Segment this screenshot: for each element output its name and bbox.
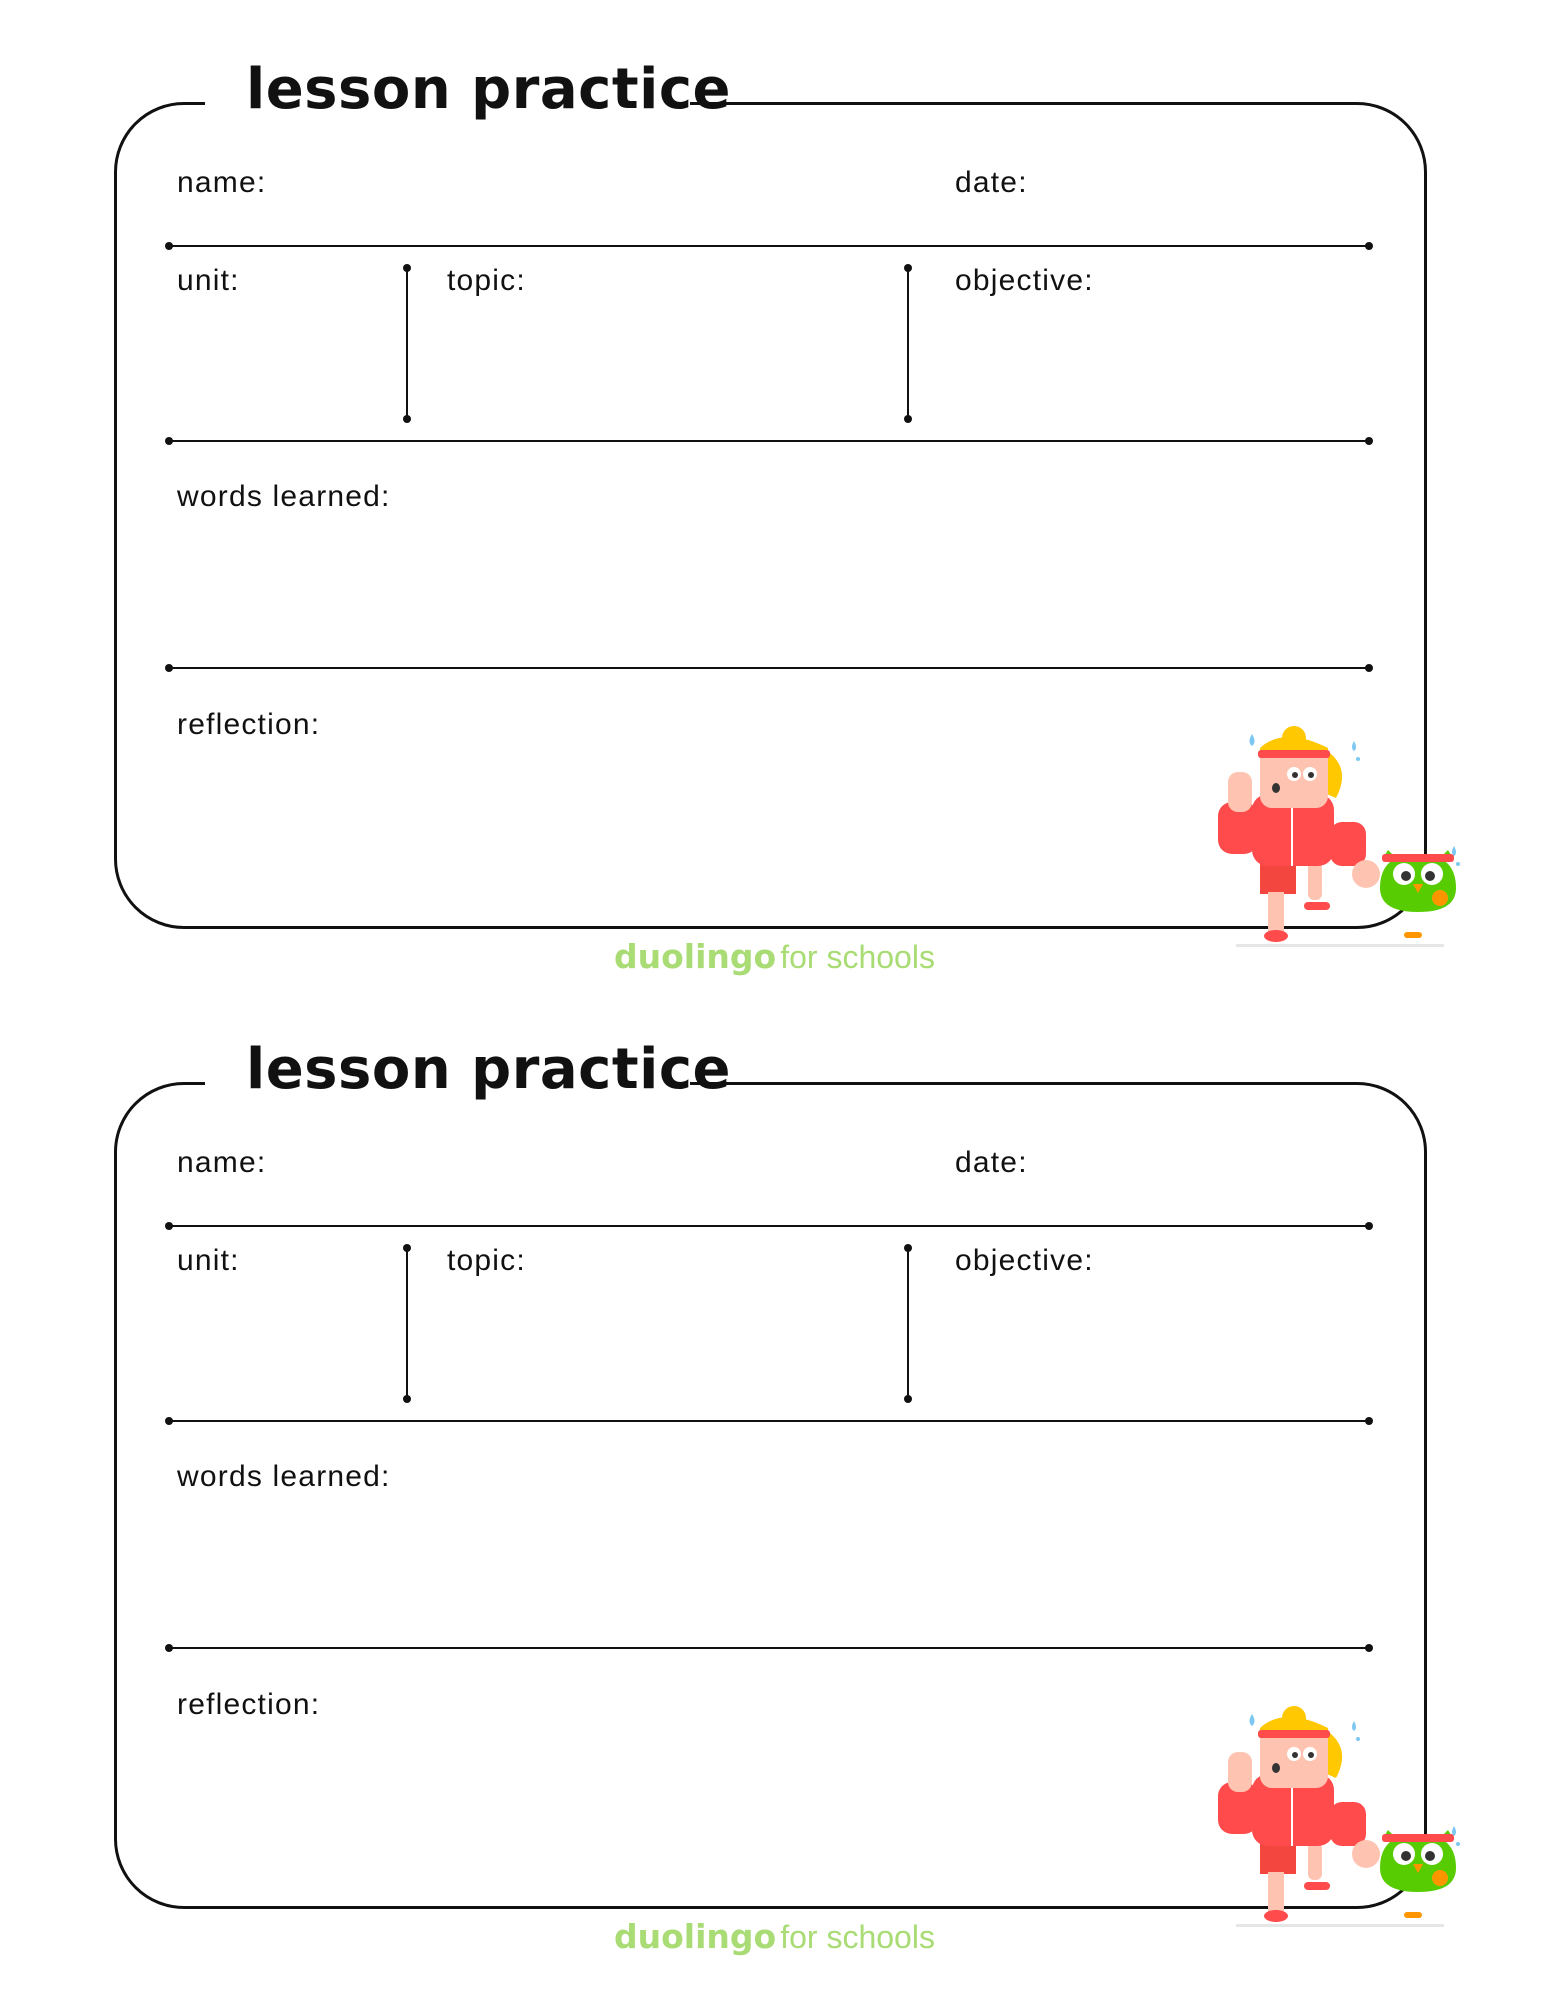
worksheet-title: lesson practice <box>246 57 732 122</box>
name-label: name: <box>177 1146 267 1179</box>
divider-line <box>168 1225 1370 1227</box>
ground-line <box>1236 1924 1444 1927</box>
brand-tagline: for schools <box>780 1919 935 1955</box>
duo-owl-icon <box>1380 846 1460 938</box>
objective-label: objective: <box>955 264 1094 297</box>
column-divider <box>907 267 909 420</box>
brand-logo: duolingo <box>614 1917 777 1956</box>
column-divider <box>907 1247 909 1400</box>
date-label: date: <box>955 1146 1028 1179</box>
duo-owl-icon <box>1380 1826 1460 1918</box>
footer-brand <box>614 937 935 976</box>
divider-line <box>168 667 1370 669</box>
name-label: name: <box>177 166 267 199</box>
topic-label: topic: <box>447 1244 526 1277</box>
column-divider <box>406 1247 408 1400</box>
worksheet-card <box>0 0 1545 980</box>
objective-label: objective: <box>955 1244 1094 1277</box>
footer-brand <box>614 1917 935 1956</box>
reflection-label: reflection: <box>177 708 321 741</box>
divider-line <box>168 440 1370 442</box>
divider-line <box>168 245 1370 247</box>
runner-character-icon <box>1218 1706 1380 1922</box>
date-label: date: <box>955 166 1028 199</box>
reflection-label: reflection: <box>177 1688 321 1721</box>
ground-line <box>1236 944 1444 947</box>
unit-label: unit: <box>177 1244 240 1277</box>
runner-character-icon <box>1218 726 1380 942</box>
column-divider <box>406 267 408 420</box>
divider-line <box>168 1647 1370 1649</box>
unit-label: unit: <box>177 264 240 297</box>
brand-tagline: for schools <box>780 939 935 975</box>
mascot-illustration <box>1218 1706 1478 1946</box>
divider-line <box>168 1420 1370 1422</box>
topic-label: topic: <box>447 264 526 297</box>
worksheet-title: lesson practice <box>246 1037 732 1102</box>
words-learned-label: words learned: <box>177 480 391 513</box>
words-learned-label: words learned: <box>177 1460 391 1493</box>
brand-logo: duolingo <box>614 937 777 976</box>
worksheet-card <box>0 980 1545 1960</box>
mascot-illustration <box>1218 726 1478 966</box>
